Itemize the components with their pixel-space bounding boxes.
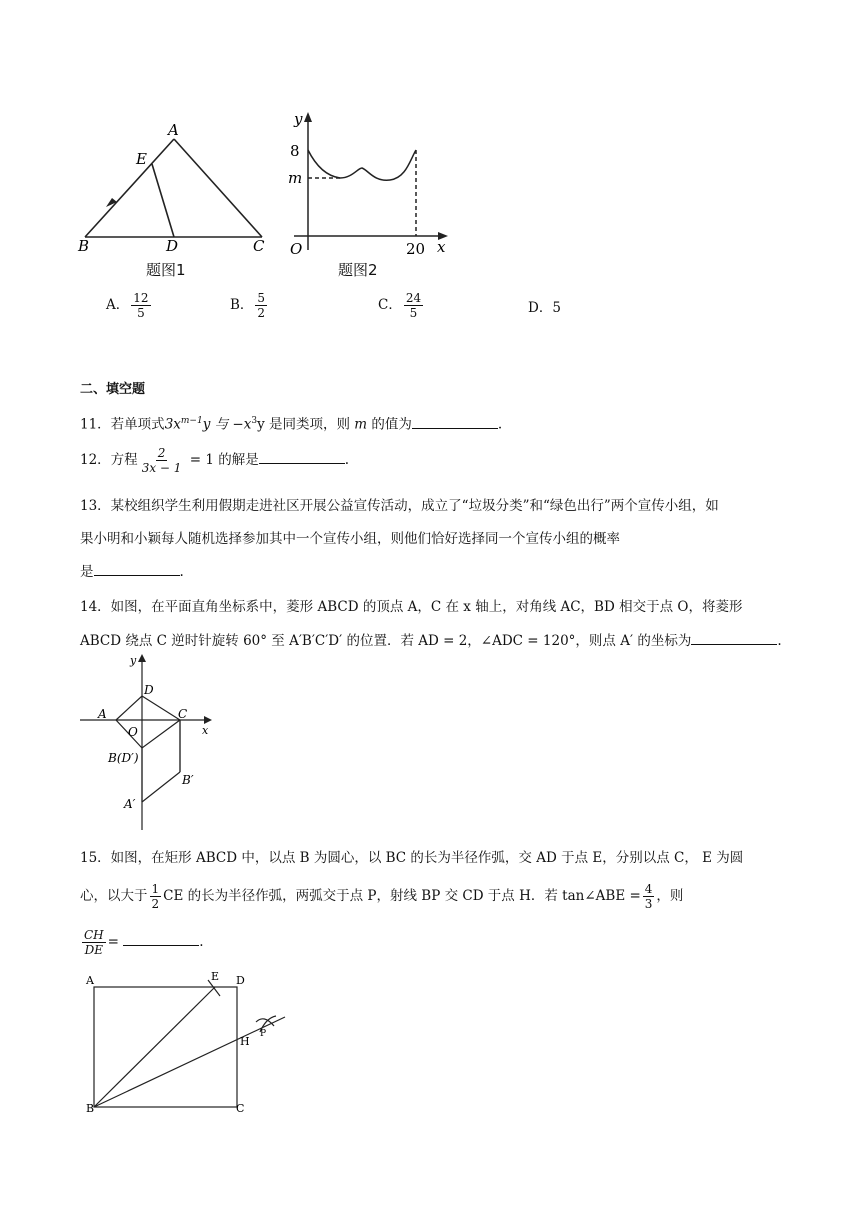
label-B-prime: B′	[182, 773, 194, 787]
label-E: E	[136, 150, 147, 168]
y-arrow-icon	[304, 112, 312, 122]
label-A: A	[86, 974, 94, 987]
question-11: 11．若单项式$3x^{m-1}y$ 与 $-x^3y$ 是同类项，则 m 的值为 .	[80, 416, 503, 433]
label-D: D	[144, 683, 154, 697]
option-a: A． $\frac{12}{5}$	[106, 291, 149, 320]
figure-4-rectangle	[80, 970, 300, 1115]
section-title: 二、填空题	[80, 382, 146, 397]
option-b: B． $\frac{5}{2}$	[230, 291, 266, 320]
label-B-D-prime: B(D′)	[108, 751, 139, 765]
arrow-icon	[106, 198, 117, 207]
value-8-label: 8	[290, 142, 300, 160]
question-14-line-1: 14．如图，在平面直角坐标系中，菱形 ABCD 的顶点 A，C 在 x 轴上，对角线 AC，BD 相交于点 O，将菱形	[80, 599, 743, 615]
question-13-line-3: 是 .	[80, 564, 184, 580]
y-arrow-icon	[138, 654, 146, 662]
label-O: O	[128, 725, 138, 739]
label-C: C	[178, 707, 188, 721]
label-A-prime: A′	[124, 797, 136, 811]
label-C: C	[236, 1102, 245, 1115]
label-D: D	[236, 974, 245, 987]
label-H: H	[240, 1035, 250, 1048]
axis-label-x: x	[437, 238, 446, 256]
label-A: A	[168, 121, 179, 139]
label-E: E	[211, 970, 220, 983]
axis-label-y: y	[294, 110, 303, 128]
question-15-line-2: 心，以大于 $\frac{1}{2}$ CE 的长为半径作弧，两弧交于点 P，射线 BP 交 CD 于点 H．若 tan∠ABE = $\frac{4}{3}$ ，则	[80, 882, 684, 911]
question-12: 12．方程 $\frac{2}{3x - 1}$ = 1 的解是 .	[80, 446, 349, 475]
label-B: B	[86, 1102, 95, 1115]
label-A: A	[98, 707, 107, 721]
question-13-line-2: 果小明和小颖每人随机选择参加其中一个宣传小组，则他们恰好选择同一个宣传小组的概率	[80, 531, 620, 547]
figure-2-caption: 题图2	[338, 261, 378, 279]
value-20-label: 20	[406, 240, 426, 258]
question-15-line-3: $\frac{CH}{DE}$ = .	[84, 928, 204, 957]
axis-label-y: y	[130, 654, 137, 667]
axis-label-x: x	[202, 724, 209, 737]
option-c: C． $\frac{24}{5}$	[378, 291, 422, 320]
figure-3-rhombus	[78, 652, 228, 834]
figure-2-graph	[282, 110, 452, 260]
figure-1-caption: 题图1	[146, 261, 186, 279]
x-arrow-icon	[204, 716, 212, 724]
label-C: C	[253, 237, 265, 255]
figure-1-triangle	[70, 118, 280, 278]
label-D: D	[166, 237, 179, 255]
question-13-line-1: 13．某校组织学生利用假期走进社区开展公益宣传活动，成立了“垃圾分类”和“绿色出行”两个宣传小组，如	[80, 498, 719, 514]
value-m-label: m	[288, 169, 303, 187]
label-B: B	[78, 237, 90, 255]
question-14-line-2: ABCD 绕点 C 逆时针旋转 60° 至 A′B′C′D′ 的位置．若 AD = 2，∠ADC = 120°，则点 A′ 的坐标为 .	[80, 633, 782, 649]
label-P: P	[260, 1029, 267, 1039]
origin-label: O	[290, 240, 303, 258]
question-15-line-1: 15．如图，在矩形 ABCD 中，以点 B 为圆心，以 BC 的长为半径作弧，交 AD 于点 E，分别以点 C， E 为圆	[80, 850, 744, 866]
option-d: D．5	[528, 300, 561, 316]
